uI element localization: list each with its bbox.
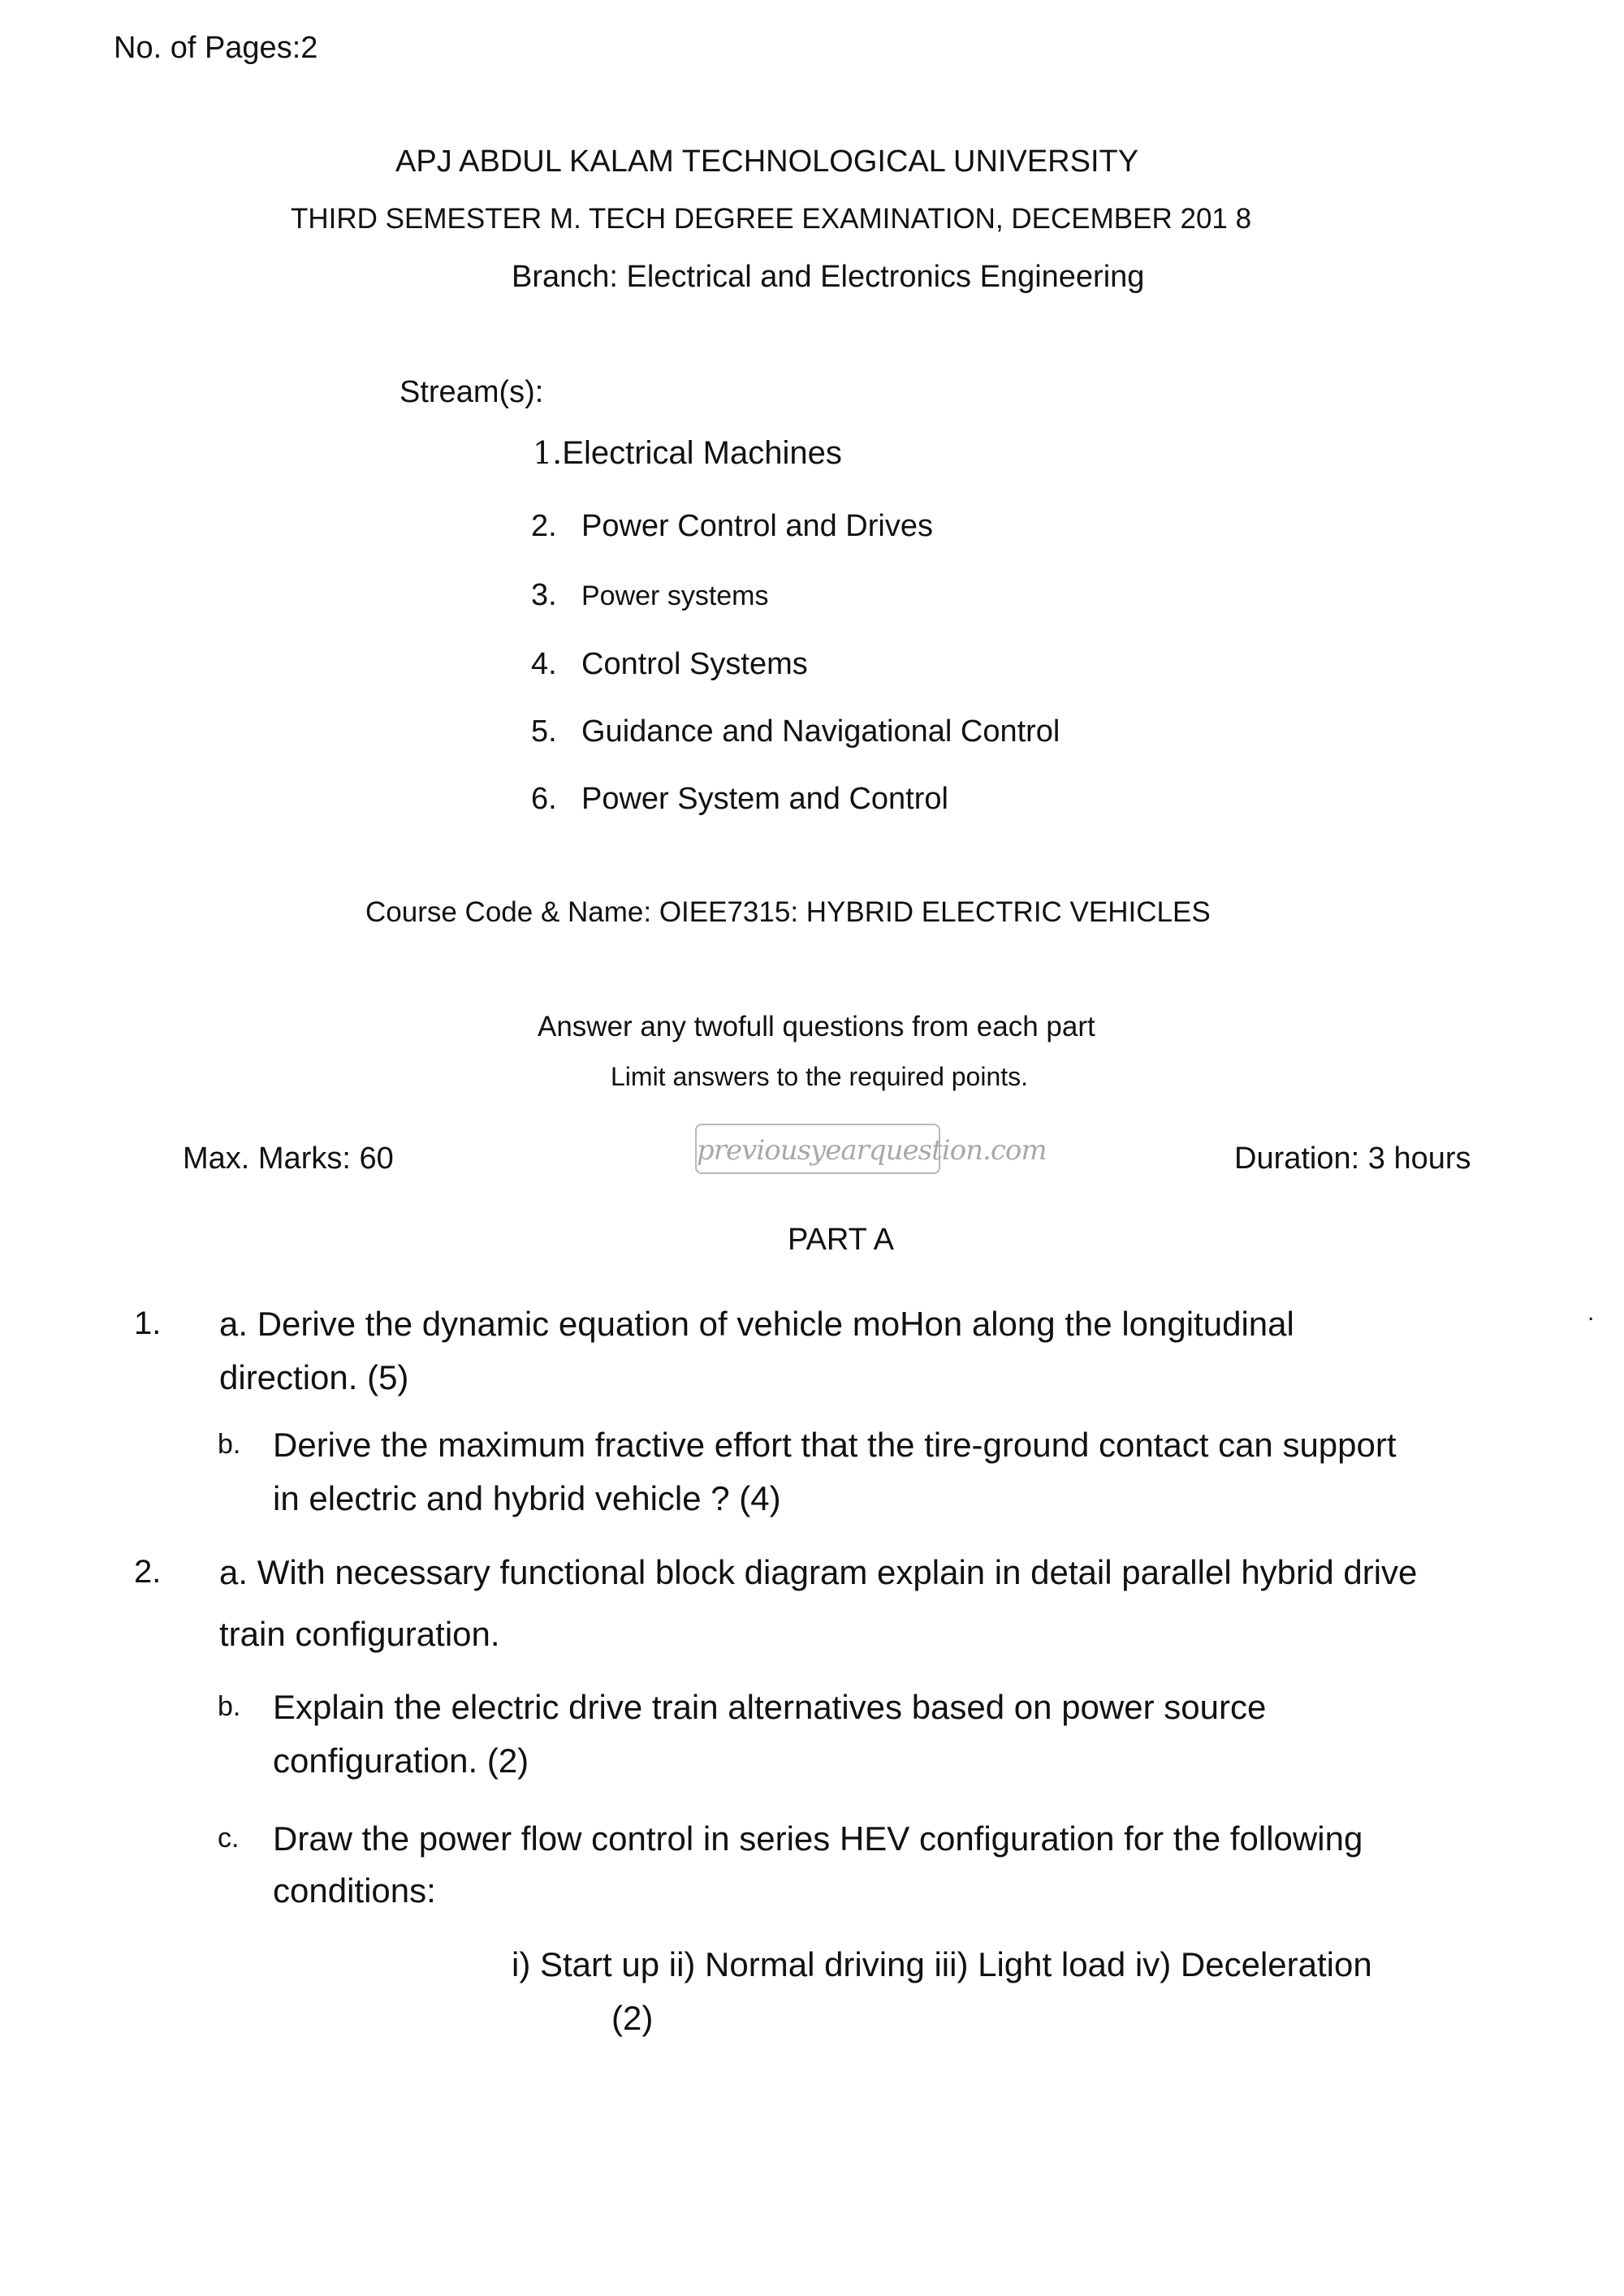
question-text: train configuration. [219,1615,500,1653]
question-text: direction. (5) [219,1358,409,1396]
exam-title: THIRD SEMESTER M. TECH DEGREE EXAMINATION, DECEMBER 201 8 [291,203,1252,235]
marks-label: (2) [611,1999,654,2037]
university-name: APJ ABDUL KALAM TECHNOLOGICAL UNIVERSITY [395,145,1139,179]
stream-item [531,714,1060,749]
page-count: No. of Pages:2 [114,31,318,65]
sub-question-letter: b. [218,1691,241,1722]
stream-name: Guidance and Navigational Control [581,714,1060,749]
question-number: 2. [134,1554,162,1590]
stream-number: 3. [531,578,557,612]
question-text: a. Derive the dynamic equation of vehicle moHon along the longitudinal [219,1305,1294,1343]
stream-item [531,647,808,682]
stream-item [531,782,948,817]
question-text: a. With necessary functional block diagram explain in detail parallel hybrid drive [219,1553,1418,1591]
stream-number: 4. [531,647,557,681]
stream-item [531,509,933,544]
stream-item [531,578,769,613]
stream-name: Power Control and Drives [581,509,933,543]
watermark-logo: previousyearquestion.com [695,1124,940,1174]
instruction-line: Answer any twofull questions from each part [538,1011,1095,1042]
stray-mark: . [1587,1299,1595,1326]
sub-question-letter: b. [218,1429,241,1460]
branch: Branch: Electrical and Electronics Engineering [512,260,1145,294]
stream-number: 6. [531,782,557,816]
stream-number: 1. [533,435,563,471]
question-text: Explain the electric drive train alternatives based on power source [273,1688,1267,1726]
question-text: conditions: [273,1871,436,1910]
part-title: PART A [788,1223,894,1257]
question-number: 1. [134,1306,162,1341]
sub-question-letter: c. [218,1823,240,1854]
max-marks: Max. Marks: 60 [183,1142,394,1176]
question-text: Derive the maximum fractive effort that the tire-ground contact can support [273,1426,1397,1464]
instruction-line: Limit answers to the required points. [611,1062,1029,1091]
course-code-name: Course Code & Name: OIEE7315: HYBRID ELECTRIC VEHICLES [365,896,1211,928]
stream-name: Electrical Machines [562,435,842,471]
stream-name: Power systems [581,580,769,611]
question-text: Draw the power flow control in series HEV configuration for the following [273,1819,1363,1858]
question-text: configuration. (2) [273,1741,529,1780]
stream-name: Control Systems [581,647,808,681]
streams-label: Stream(s): [400,375,544,409]
stream-name: Power System and Control [581,782,948,816]
conditions-list: i) Start up ii) Normal driving iii) Light load iv) Deceleration [512,1945,1372,1983]
stream-number: 5. [531,714,557,749]
stream-number: 2. [531,509,557,543]
duration: Duration: 3 hours [1234,1142,1471,1176]
stream-item [533,435,842,472]
question-text: in electric and hybrid vehicle ? (4) [273,1479,781,1517]
